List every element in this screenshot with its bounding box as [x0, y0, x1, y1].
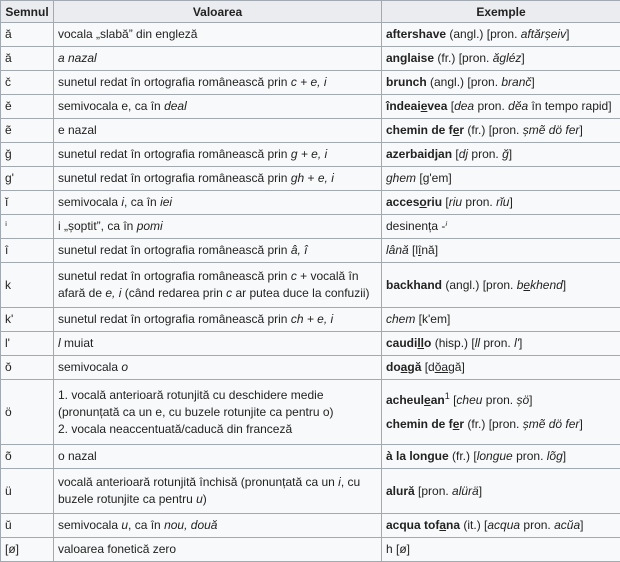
table-row: [1, 119, 620, 143]
symbol-cell: ă: [1, 47, 54, 71]
value-cell: o nazal: [54, 445, 382, 469]
symbol-cell: [ø]: [1, 538, 54, 562]
table-row: [1, 215, 620, 239]
symbol-cell: ĭ: [1, 191, 54, 215]
value-cell: sunetul redat în ortografia românească prin c + vocală în afară de e, i (când redarea prin c ar putea duce la confuzii): [54, 263, 382, 308]
table-row: [1, 445, 620, 469]
table-row: [1, 239, 620, 263]
table-row: [1, 95, 620, 119]
symbol-cell: ŏ: [1, 356, 54, 380]
value-cell: valoarea fonetică zero: [54, 538, 382, 562]
example-cell: accesoriu [riu pron. rĭu]: [382, 191, 620, 215]
value-cell: 1. vocală anterioară rotunjită cu deschidere medie (pronunțată ca un e, cu buzele rotunjite ca pentru o) 2. vocala neaccentuată/caducă din franceză: [54, 380, 382, 445]
symbol-cell: ö: [1, 380, 54, 445]
symbol-cell: g': [1, 167, 54, 191]
example-cell: ghem [g'em]: [382, 167, 620, 191]
example-cell: doagă [dŏagă]: [382, 356, 620, 380]
table-row: [1, 308, 620, 332]
example-cell: acqua tofana (it.) [acqua pron. acŭa]: [382, 514, 620, 538]
symbol-cell: ğ: [1, 143, 54, 167]
table-row: [1, 356, 620, 380]
symbol-cell: õ: [1, 445, 54, 469]
table-row: [1, 469, 620, 514]
value-cell: sunetul redat în ortografia românească prin gh + e, i: [54, 167, 382, 191]
example-cell: chemin de fer (fr.) [pron. șmẽ dö fer]: [382, 119, 620, 143]
value-cell: semivocala u, ca în nou, două: [54, 514, 382, 538]
symbol-cell: ẽ: [1, 119, 54, 143]
value-cell: sunetul redat în ortografia românească prin c + e, i: [54, 71, 382, 95]
symbol-cell: l': [1, 332, 54, 356]
example-cell: azerbaidjan [dj pron. ğ]: [382, 143, 620, 167]
value-cell: semivocala i, ca în iei: [54, 191, 382, 215]
example-cell: îndeaievea [dea pron. dĕa în tempo rapid]: [382, 95, 620, 119]
value-cell: semivocala o: [54, 356, 382, 380]
example-cell: lână [lînă]: [382, 239, 620, 263]
table-row: [1, 538, 620, 562]
value-cell: a nazal: [54, 47, 382, 71]
example-cell: anglaise (fr.) [pron. ăgléz]: [382, 47, 620, 71]
value-cell: sunetul redat în ortografia românească prin g + e, i: [54, 143, 382, 167]
symbol-cell: ă: [1, 23, 54, 47]
table-row: [1, 23, 620, 47]
value-cell: vocala „slabă” din engleză: [54, 23, 382, 47]
symbol-cell: č: [1, 71, 54, 95]
table-row: [1, 263, 620, 308]
table-row: [1, 167, 620, 191]
example-cell: chem [k'em]: [382, 308, 620, 332]
example-cell: brunch (angl.) [pron. branč]: [382, 71, 620, 95]
table-row: [1, 47, 620, 71]
example-cell: aftershave (angl.) [pron. aftărșeiv]: [382, 23, 620, 47]
value-cell: e nazal: [54, 119, 382, 143]
header-row: [1, 1, 620, 23]
table-row: [1, 71, 620, 95]
symbol-cell: ŭ: [1, 514, 54, 538]
table-row: [1, 332, 620, 356]
example-cell: à la longue (fr.) [longue pron. lõg]: [382, 445, 620, 469]
table-row: [1, 191, 620, 215]
example-cell: h [ø]: [382, 538, 620, 562]
header-value: Valoarea: [54, 1, 382, 23]
header-examples: Exemple: [382, 1, 620, 23]
table-row: [1, 380, 620, 445]
symbol-cell: k': [1, 308, 54, 332]
symbol-cell: î: [1, 239, 54, 263]
example-cell: alură [pron. alürä]: [382, 469, 620, 514]
symbol-cell: ĕ: [1, 95, 54, 119]
value-cell: sunetul redat în ortografia românească prin â, î: [54, 239, 382, 263]
value-cell: vocală anterioară rotunjită închisă (pronunțată ca un i, cu buzele rotunjite ca pentru u): [54, 469, 382, 514]
table-row: [1, 514, 620, 538]
value-cell: semivocala e, ca în deal: [54, 95, 382, 119]
value-cell: i „șoptit”, ca în pomi: [54, 215, 382, 239]
example-cell: backhand (angl.) [pron. bekhend]: [382, 263, 620, 308]
header-symbol: Semnul: [1, 1, 54, 23]
value-cell: l muiat: [54, 332, 382, 356]
symbol-cell: ü: [1, 469, 54, 514]
example-cell: desinența -ⁱ: [382, 215, 620, 239]
example-cell: caudillo (hisp.) [ll pron. l']: [382, 332, 620, 356]
value-cell: sunetul redat în ortografia românească prin ch + e, i: [54, 308, 382, 332]
symbol-cell: k: [1, 263, 54, 308]
table-row: [1, 143, 620, 167]
example-cell: acheulean$^1$ [cheu pron. șö] chemin de fer (fr.) [pron. șmẽ dö fer]: [382, 380, 620, 445]
symbol-cell: ⁱ: [1, 215, 54, 239]
